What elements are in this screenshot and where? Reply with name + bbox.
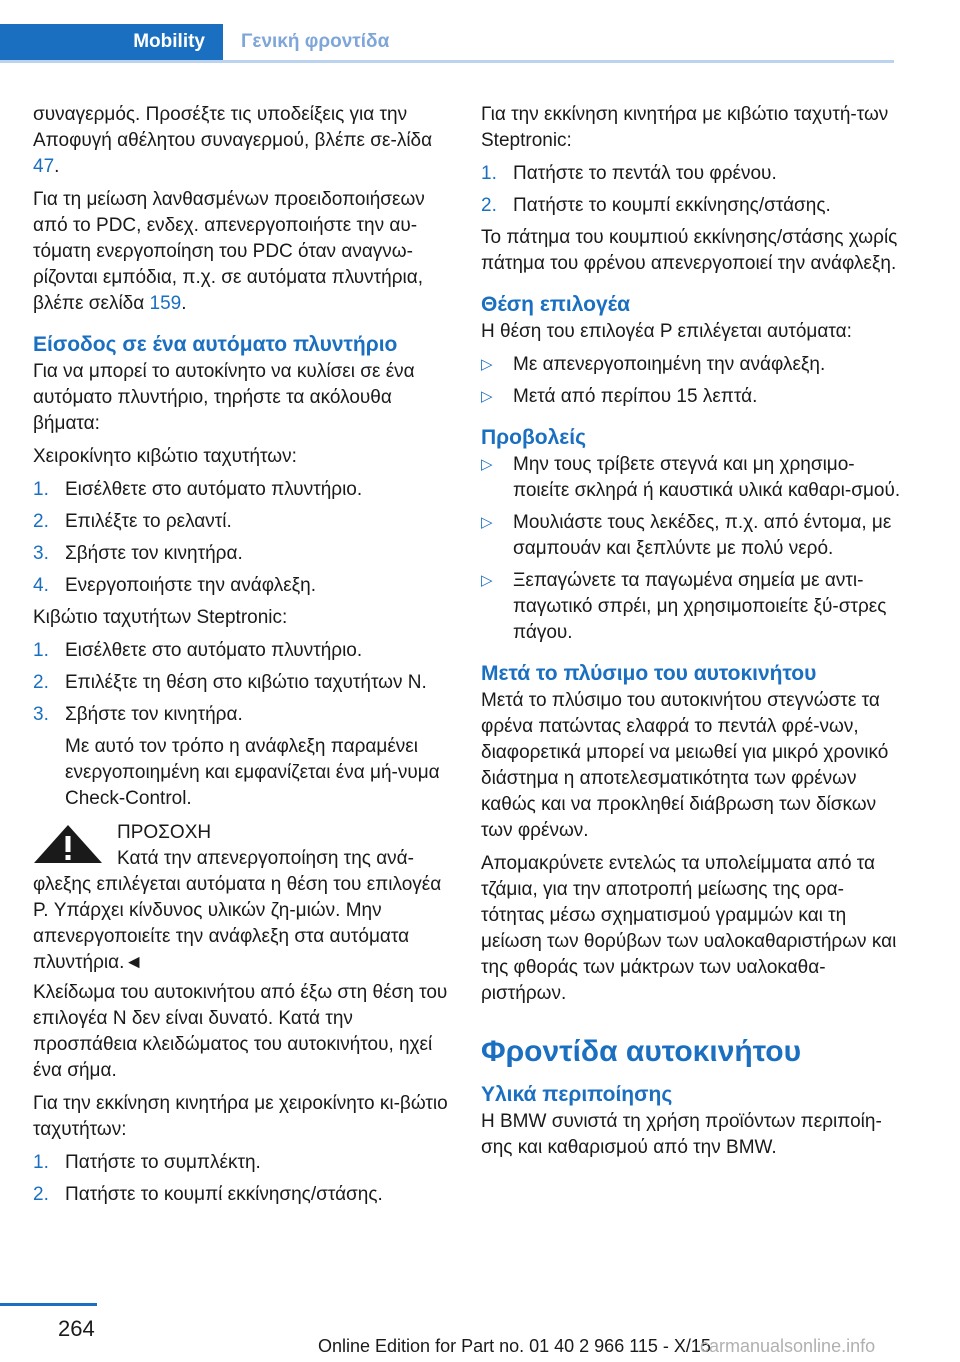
paragraph: Το πάτημα του κουμπιού εκκίνησης/στάσης χωρίς πάτημα του φρένου απενεργοποιεί την ανάφλεξη. bbox=[481, 227, 898, 274]
item-text: Μετά από περίπου 15 λεπτά. bbox=[513, 386, 758, 407]
heading-care-products: Υλικά περιποίησης bbox=[481, 1083, 673, 1106]
step-number: 1. bbox=[481, 163, 497, 184]
warning-title: ΠΡΟΣΟΧΗ bbox=[117, 822, 212, 843]
list-item bbox=[481, 384, 901, 410]
step-number: 2. bbox=[481, 195, 497, 216]
list-item bbox=[33, 702, 453, 812]
triangle-bullet-icon: ▷ bbox=[481, 514, 493, 531]
step-text: Επιλέξτε τη θέση στο κιβώτιο ταχυτήτων N. bbox=[65, 672, 427, 693]
item-text: Ξεπαγώνετε τα παγωμένα σημεία με αντι-παγωτικό σπρέι, μη χρησιμοποιείτε ξύ-στρες πάγου. bbox=[513, 570, 887, 643]
step-number: 1. bbox=[33, 640, 49, 661]
footer-rule bbox=[0, 1303, 97, 1306]
list-item bbox=[481, 161, 901, 187]
list-item bbox=[481, 568, 901, 646]
list-item bbox=[481, 352, 901, 378]
step-text: Ενεργοποιήστε την ανάφλεξη. bbox=[65, 575, 317, 596]
paragraph: Χειροκίνητο κιβώτιο ταχυτήτων: bbox=[33, 446, 297, 467]
list-item bbox=[33, 1182, 453, 1208]
heading-after-washing: Μετά το πλύσιμο του αυτοκινήτου bbox=[481, 662, 817, 685]
start-steptronic-list bbox=[481, 161, 901, 219]
heading-vehicle-care: Φροντίδα αυτοκινήτου bbox=[481, 1035, 802, 1068]
step-note: Με αυτό τον τρόπο η ανάφλεξη παραμένει ενεργοποιημένη και εμφανίζεται ένα μή-νυμα Check-Control. bbox=[65, 736, 440, 809]
heading-selector-position: Θέση επιλογέα bbox=[481, 293, 631, 316]
step-text: Σβήστε τον κινητήρα. bbox=[65, 543, 243, 564]
list-item bbox=[33, 509, 453, 535]
page-number: 264 bbox=[58, 1316, 95, 1341]
step-text: Σβήστε τον κινητήρα. bbox=[65, 704, 243, 725]
warning-triangle-icon bbox=[33, 824, 103, 864]
step-number: 1. bbox=[33, 1152, 49, 1173]
list-item bbox=[481, 510, 901, 562]
warning-first-line: Κατά την απενεργοποίηση της ανά- bbox=[117, 848, 414, 869]
step-number: 3. bbox=[33, 543, 49, 564]
list-item bbox=[33, 1150, 453, 1176]
edition-text: Online Edition for Part no. 01 40 2 966 115 - X/15 bbox=[318, 1336, 711, 1356]
item-text: Με απενεργοποιημένη την ανάφλεξη. bbox=[513, 354, 826, 375]
triangle-bullet-icon: ▷ bbox=[481, 356, 493, 373]
list-item bbox=[33, 573, 453, 599]
step-text: Εισέλθετε στο αυτόματο πλυντήριο. bbox=[65, 640, 363, 661]
list-item bbox=[481, 452, 901, 504]
watermark: carmanualsonline.info bbox=[700, 1336, 876, 1356]
step-text: Πατήστε το πεντάλ του φρένου. bbox=[513, 163, 777, 184]
triangle-bullet-icon: ▷ bbox=[481, 388, 493, 405]
item-text: Μην τους τρίβετε στεγνά και μη χρησιμο-ποιείτε σκληρά ή καυστικά υλικά καθαρι-σμού. bbox=[513, 454, 901, 501]
step-text: Πατήστε το συμπλέκτη. bbox=[65, 1152, 261, 1173]
step-number: 1. bbox=[33, 479, 49, 500]
text: . bbox=[54, 156, 60, 177]
step-number: 2. bbox=[33, 1184, 49, 1205]
triangle-bullet-icon: ▷ bbox=[481, 456, 493, 473]
text: συναγερμός. Προσέξτε τις υποδείξεις για την Αποφυγή αθέλητου συναγερμού, βλέπε σε-λίδα bbox=[33, 104, 433, 151]
triangle-bullet-icon: ▷ bbox=[481, 572, 493, 589]
left-column bbox=[33, 102, 453, 1214]
steptronic-steps-list bbox=[33, 638, 453, 812]
paragraph: Κλείδωμα του αυτοκινήτου από έξω στη θέση του επιλογέα N δεν είναι δυνατό. Κατά την προσπάθεια κλειδώματος του αυτοκινήτου, ηχεί ένα σήμα. bbox=[33, 982, 448, 1081]
heading-car-wash: Είσοδος σε ένα αυτόματο πλυντήριο bbox=[33, 333, 398, 356]
paragraph: Για να μπορεί το αυτοκίνητο να κυλίσει σε ένα αυτόματο πλυντήριο, τηρήστε τα ακόλουθα βήματα: bbox=[33, 361, 415, 434]
tab-mobility[interactable]: Mobility bbox=[0, 24, 223, 60]
step-number: 2. bbox=[33, 672, 49, 693]
step-text: Πατήστε το κουμπί εκκίνησης/στάσης. bbox=[513, 195, 831, 216]
right-column bbox=[481, 102, 901, 1168]
tab-general-care[interactable]: Γενική φροντίδα bbox=[241, 31, 390, 52]
list-item bbox=[33, 541, 453, 567]
text: Για τη μείωση λανθασμένων προειδοποιήσεων από το PDC, ενδεχ. απενεργοποιήστε την αυ-τόματη ενεργοποίηση του PDC όταν αναγνω-ρίζονται εμπόδια, π.χ. σε αυτόματα πλυντήρια, βλέπε σελίδα bbox=[33, 189, 425, 314]
header-bar bbox=[0, 24, 894, 64]
header-rule bbox=[0, 60, 894, 63]
paragraph: Για την εκκίνηση κινητήρα με χειροκίνητο κι-βώτιο ταχυτήτων: bbox=[33, 1093, 448, 1140]
list-item bbox=[33, 670, 453, 696]
paragraph: Απομακρύνετε εντελώς τα υπολείμματα από τα τζάμια, για την αποτροπή μείωσης της ορα-τότητας μέσω σχηματισμού γραμμών και τη μείωση των θορύβων των υαλοκαθαριστήρων και της φθοράς των μάκτρων των υαλοκαθα-ριστήρων. bbox=[481, 853, 897, 1004]
list-item bbox=[33, 477, 453, 503]
paragraph bbox=[33, 187, 453, 317]
page-link-159[interactable]: 159 bbox=[149, 293, 182, 314]
headlights-list bbox=[481, 452, 901, 646]
paragraph: Η θέση του επιλογέα P επιλέγεται αυτόματα: bbox=[481, 321, 852, 342]
start-manual-list bbox=[33, 1150, 453, 1208]
selector-list bbox=[481, 352, 901, 410]
step-number: 2. bbox=[33, 511, 49, 532]
paragraph bbox=[33, 102, 453, 180]
warning-body: φλεξης επιλέγεται αυτόματα η θέση του επιλογέα P. Υπάρχει κίνδυνος υλικών ζη-μιών. Μην απενεργοποιείτε την ανάφλεξη στα αυτόματα πλυντήρια.◄ bbox=[33, 874, 442, 973]
page-link-47[interactable]: 47 bbox=[33, 156, 55, 177]
text: . bbox=[181, 293, 187, 314]
paragraph: Κιβώτιο ταχυτήτων Steptronic: bbox=[33, 607, 288, 628]
list-item bbox=[33, 638, 453, 664]
heading-headlights: Προβολείς bbox=[481, 426, 587, 449]
paragraph: Η BMW συνιστά τη χρήση προϊόντων περιποίη-σης και καθαρισμού από την BMW. bbox=[481, 1111, 882, 1158]
step-text: Επιλέξτε το ρελαντί. bbox=[65, 511, 232, 532]
step-number: 4. bbox=[33, 575, 49, 596]
warning-box bbox=[33, 820, 453, 976]
paragraph: Μετά το πλύσιμο του αυτοκινήτου στεγνώστε τα φρένα πατώντας ελαφρά το πεντάλ φρέ-νων, διαφορετικά μπορεί να μειωθεί για μικρό χρονικό διάστημα η αποτελεσματικότητα των φρένων καθώς και να προκληθεί διάβρωση των δίσκων των φρένων. bbox=[481, 690, 889, 841]
manual-steps-list bbox=[33, 477, 453, 599]
step-text: Εισέλθετε στο αυτόματο πλυντήριο. bbox=[65, 479, 363, 500]
paragraph: Για την εκκίνηση κινητήρα με κιβώτιο ταχυτή-των Steptronic: bbox=[481, 104, 889, 151]
step-text: Πατήστε το κουμπί εκκίνησης/στάσης. bbox=[65, 1184, 383, 1205]
step-number: 3. bbox=[33, 704, 49, 725]
list-item bbox=[481, 193, 901, 219]
item-text: Μουλιάστε τους λεκέδες, π.χ. από έντομα, με σαμπουάν και ξεπλύντε με πολύ νερό. bbox=[513, 512, 892, 559]
